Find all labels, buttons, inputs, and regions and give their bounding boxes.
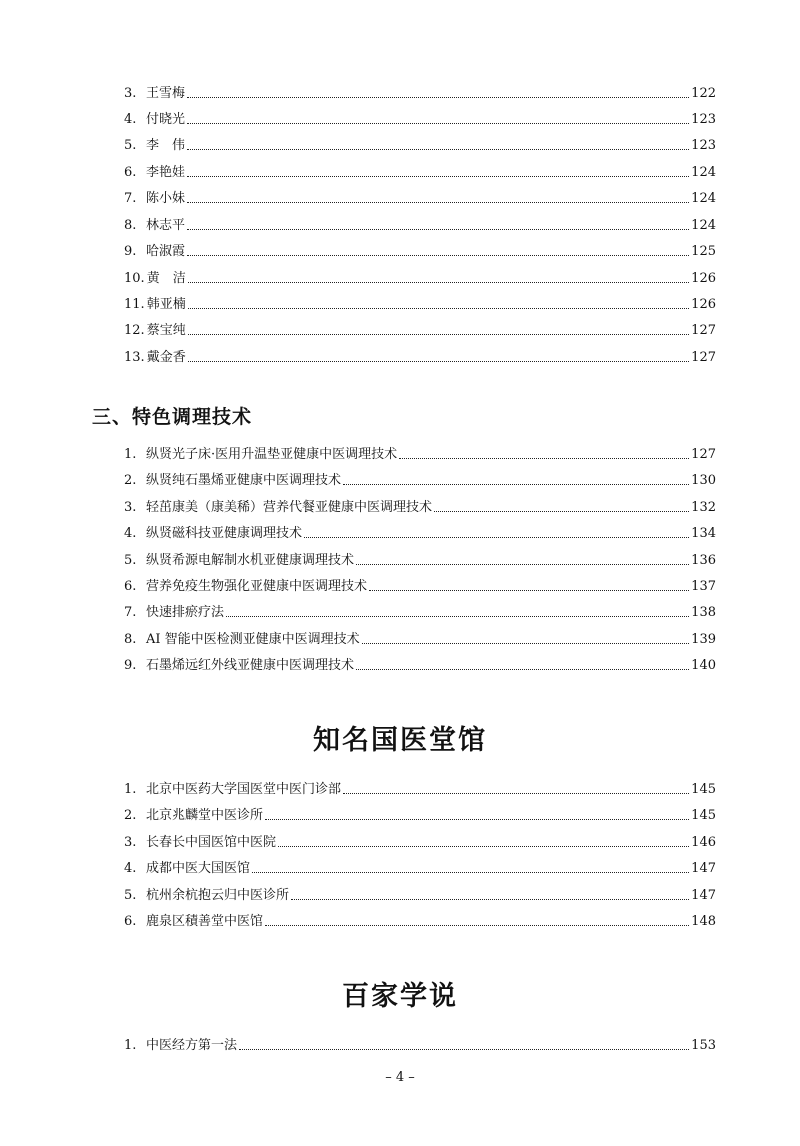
entry-number: 4. — [124, 112, 137, 127]
toc-entry[interactable] — [124, 520, 716, 542]
toc-entry[interactable] — [124, 265, 716, 287]
entry-page: 147 — [691, 861, 716, 876]
entry-page: 132 — [691, 500, 716, 515]
entry-page: 137 — [691, 579, 716, 594]
entry-title: 陈小妹 — [146, 191, 186, 206]
toc-entry[interactable] — [124, 855, 716, 877]
dot-leader — [343, 484, 689, 485]
toc-entry[interactable] — [124, 238, 716, 260]
entry-page: 134 — [691, 526, 716, 541]
dot-leader — [188, 282, 689, 283]
entry-page: 124 — [691, 191, 716, 206]
dot-leader — [187, 176, 689, 177]
entry-page: 127 — [691, 323, 716, 338]
entry-title: 轻茁康美（康美稀）营养代餐亚健康中医调理技术 — [146, 500, 433, 515]
entry-page: 124 — [691, 165, 716, 180]
toc-entry[interactable] — [124, 626, 716, 648]
entry-page: 127 — [691, 447, 716, 462]
part-heading: 知名国医堂馆 — [313, 725, 487, 756]
toc-entry[interactable] — [124, 802, 716, 824]
entry-page: 153 — [691, 1038, 716, 1053]
entry-title: 蔡宝纯 — [146, 323, 186, 338]
dot-leader — [304, 537, 689, 538]
entry-number: 8. — [124, 218, 137, 233]
entry-page: 136 — [691, 553, 716, 568]
entry-title: 纵贤光子床·医用升温垫亚健康中医调理技术 — [146, 447, 398, 462]
entry-title: 李 伟 — [146, 138, 186, 153]
dot-leader — [188, 361, 689, 362]
dot-leader — [369, 590, 689, 591]
entry-number: 5. — [124, 138, 137, 153]
entry-number: 5. — [124, 553, 137, 568]
toc-entry[interactable] — [124, 573, 716, 595]
dot-leader — [252, 872, 689, 873]
entry-number: 3. — [124, 500, 137, 515]
dot-leader — [434, 511, 689, 512]
entry-number: 9. — [124, 244, 137, 259]
entry-title: 石墨烯远红外线亚健康中医调理技术 — [146, 658, 355, 673]
entry-title: 中医经方第一法 — [146, 1038, 238, 1053]
entry-title: AI 智能中医检测亚健康中医调理技术 — [146, 632, 360, 647]
dot-leader — [399, 458, 689, 459]
entry-number: 6. — [124, 914, 137, 929]
entry-number: 1. — [124, 1038, 137, 1053]
entry-title: 纵贤希源电解制水机亚健康调理技术 — [146, 553, 355, 568]
toc-entry[interactable] — [124, 652, 716, 674]
entry-page: 126 — [691, 297, 716, 312]
dot-leader — [239, 1049, 689, 1050]
toc-entry[interactable] — [124, 882, 716, 904]
entry-number: 11. — [124, 297, 145, 312]
entry-title: 韩亚楠 — [146, 297, 186, 312]
entry-number: 3. — [124, 86, 137, 101]
entry-page: 126 — [691, 271, 716, 286]
entry-number: 6. — [124, 579, 137, 594]
entry-number: 1. — [124, 447, 137, 462]
entry-number: 4. — [124, 861, 137, 876]
toc-entry[interactable] — [124, 132, 716, 154]
entry-page: 130 — [691, 473, 716, 488]
toc-entry[interactable] — [124, 547, 716, 569]
section-heading: 三、特色调理技术 — [92, 406, 253, 428]
toc-entry[interactable] — [124, 106, 716, 128]
dot-leader — [188, 308, 689, 309]
entry-number: 4. — [124, 526, 137, 541]
entry-title: 北京兆麟堂中医诊所 — [146, 808, 264, 823]
toc-entry[interactable] — [124, 159, 716, 181]
entry-number: 2. — [124, 808, 137, 823]
entry-title: 林志平 — [146, 218, 186, 233]
entry-page: 148 — [691, 914, 716, 929]
entry-title: 纵贤纯石墨烯亚健康中医调理技术 — [146, 473, 342, 488]
toc-entry[interactable] — [124, 467, 716, 489]
toc-entry[interactable] — [124, 776, 716, 798]
entry-page: 127 — [691, 350, 716, 365]
entry-number: 2. — [124, 473, 137, 488]
dot-leader — [187, 123, 689, 124]
toc-entry[interactable] — [124, 599, 716, 621]
entry-page: 124 — [691, 218, 716, 233]
entry-page: 145 — [691, 808, 716, 823]
toc-entry[interactable] — [124, 317, 716, 339]
entry-number: 12. — [124, 323, 145, 338]
dot-leader — [356, 564, 689, 565]
entry-number: 7. — [124, 191, 137, 206]
entry-page: 145 — [691, 782, 716, 797]
dot-leader — [362, 643, 690, 644]
entry-title: 付晓光 — [146, 112, 186, 127]
toc-entry[interactable] — [124, 494, 716, 516]
entry-number: 3. — [124, 835, 137, 850]
entry-title: 纵贤磁科技亚健康调理技术 — [146, 526, 303, 541]
entry-number: 6. — [124, 165, 137, 180]
dot-leader — [187, 229, 689, 230]
entry-title: 成都中医大国医馆 — [146, 861, 251, 876]
entry-title: 杭州余杭抱云归中医诊所 — [146, 888, 290, 903]
toc-entry[interactable] — [124, 80, 716, 102]
dot-leader — [188, 334, 689, 335]
entry-title: 快速排瘀疗法 — [146, 605, 225, 620]
entry-title: 哈淑霞 — [146, 244, 186, 259]
part-heading: 百家学说 — [342, 981, 458, 1012]
dot-leader — [291, 899, 689, 900]
entry-number: 1. — [124, 782, 137, 797]
entry-page: 147 — [691, 888, 716, 903]
entry-number: 10. — [124, 271, 145, 286]
entry-title: 鹿泉区積善堂中医馆 — [146, 914, 264, 929]
entry-number: 5. — [124, 888, 137, 903]
toc-entry[interactable] — [124, 441, 716, 463]
entry-title: 王雪梅 — [146, 86, 186, 101]
dot-leader — [187, 97, 689, 98]
entry-title: 北京中医药大学国医堂中医门诊部 — [146, 782, 342, 797]
toc-entry[interactable] — [124, 185, 716, 207]
entry-number: 13. — [124, 350, 145, 365]
dot-leader — [265, 925, 689, 926]
dot-leader — [226, 616, 689, 617]
entry-page: 140 — [691, 658, 716, 673]
entry-page: 138 — [691, 605, 716, 620]
toc-entry[interactable] — [124, 212, 716, 234]
dot-leader — [187, 202, 689, 203]
toc-entry[interactable] — [124, 908, 716, 930]
entry-page: 125 — [691, 244, 716, 259]
entry-title: 戴金香 — [146, 350, 186, 365]
page-number: – 4 – — [385, 1070, 415, 1085]
dot-leader — [265, 819, 689, 820]
entry-number: 9. — [124, 658, 137, 673]
entry-page: 123 — [691, 138, 716, 153]
entry-page: 139 — [691, 632, 716, 647]
dot-leader — [343, 793, 689, 794]
toc-entry[interactable] — [124, 829, 716, 851]
entry-page: 123 — [691, 112, 716, 127]
toc-entry[interactable] — [124, 1032, 716, 1054]
toc-entry[interactable] — [124, 291, 716, 313]
entry-page: 146 — [691, 835, 716, 850]
entry-title: 长春长中国医馆中医院 — [146, 835, 277, 850]
dot-leader — [356, 669, 689, 670]
entry-title: 黄 洁 — [146, 271, 186, 286]
toc-entry[interactable] — [124, 344, 716, 366]
entry-page: 122 — [691, 86, 716, 101]
dot-leader — [187, 255, 689, 256]
dot-leader — [187, 149, 689, 150]
entry-title: 李艳娃 — [146, 165, 186, 180]
entry-title: 营养免疫生物强化亚健康中医调理技术 — [146, 579, 368, 594]
dot-leader — [278, 846, 689, 847]
entry-number: 8. — [124, 632, 137, 647]
entry-number: 7. — [124, 605, 137, 620]
